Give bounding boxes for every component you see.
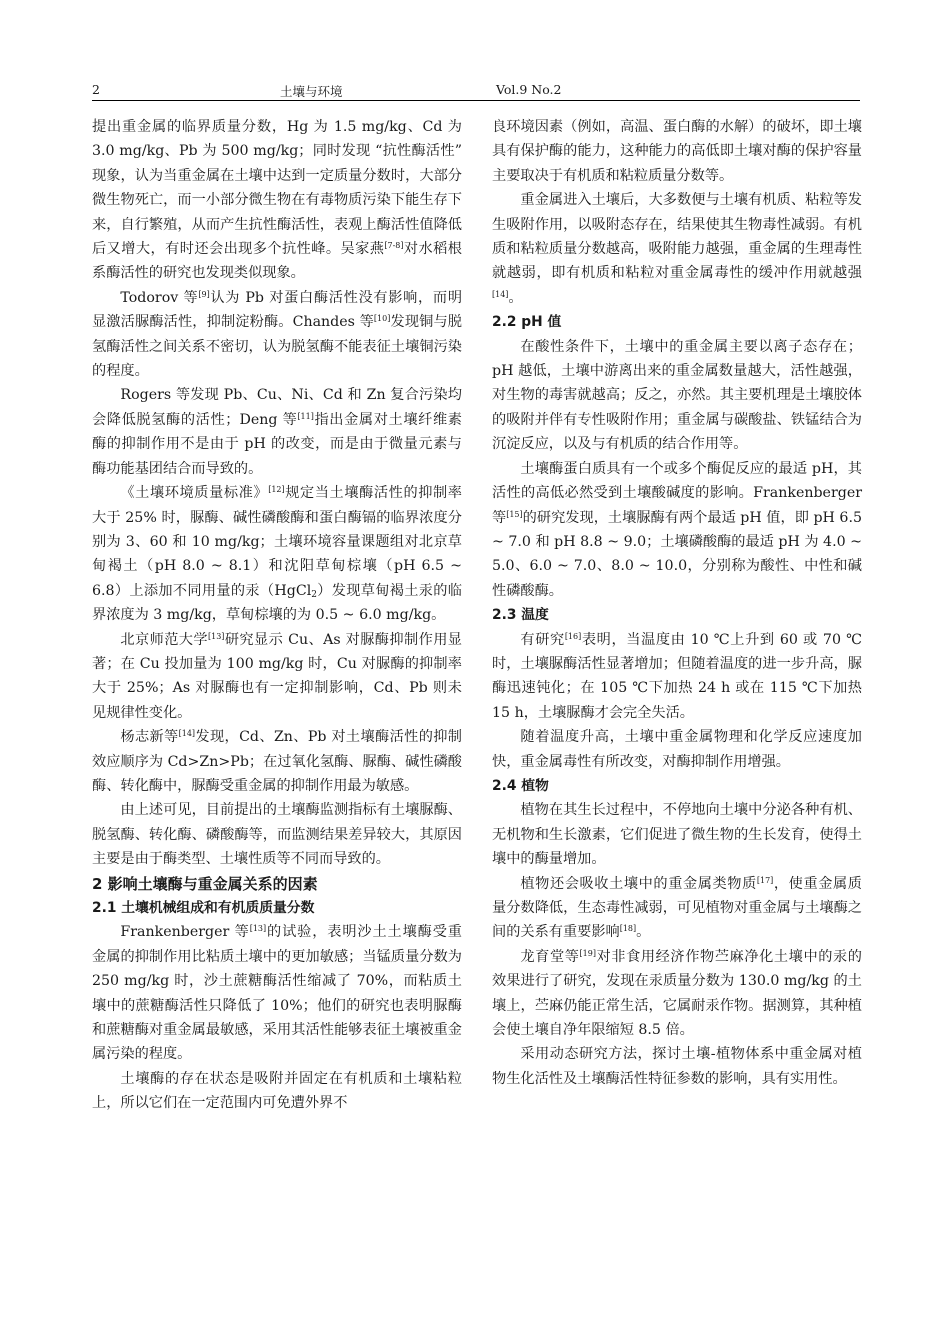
citation: [17]	[756, 875, 774, 885]
paragraph: 有研究[16]表明，当温度由 10 ℃上升到 60 或 70 ℃时，土壤脲酶活性显著增加；但随着温度的进一步升高，脲酶迅速钝化；在 105 ℃下加热 24 h 或在 115 ℃下加热 15 h，土壤脲酶才会完全失活。	[492, 631, 862, 721]
paragraph: 提出重金属的临界质量分数，Hg 为 1.5 mg/kg、Cd 为 3.0 mg/kg、Pb 为 500 mg/kg；同时发现 “抗性酶活性” 现象，认为当重金属在土壤中达到一定质量分数时，大部分微生物死亡，而一小部分微生物在有毒物质污染下能生存下来，自行繁殖，从而产生抗性酶活性，表观上酶活性值降低后又增大，有时还会出现多个抗性峰。吴家燕[7-8]对水稻根系酶活性的研究也发现类似现象。	[92, 119, 462, 282]
journal-title: 土壤与环境	[280, 84, 343, 99]
paragraph: 在酸性条件下，土壤中的重金属主要以离子态存在；pH 越低，土壤中游离出来的重金属数量越大，活性越强，对生物的毒害就越高；反之，亦然。其主要机理是土壤胶体的吸附并伴有专性吸附作用；重金属与碳酸盐、铁锰结合为沉淀反应，以及与有机质的结合作用等。	[492, 338, 862, 453]
citation: [10]	[373, 314, 391, 324]
citation: [16]	[564, 631, 582, 641]
paragraph: 随着温度升高，土壤中重金属物理和化学反应速度加快，重金属毒性有所改变，对酶抑制作用增强。	[492, 729, 862, 770]
paragraph: 土壤酶蛋白质具有一个或多个酶促反应的最适 pH，其活性的高低必然受到土壤酸碱度的影响。Frankenberger 等[15]的研究发现，土壤脲酶有两个最适 pH 值，即 pH 6.5 ~ 7.0 和 pH 8.8 ~ 9.0；土壤磷酸酶的最适 pH 为 4.0 ~ 5.0、6.0 ~ 7.0、8.0 ~ 10.0，分别称为酸性、中性和碱性磷酸酶。	[492, 460, 862, 599]
paragraph: 良环境因素（例如，高温、蛋白酶的水解）的破坏，即土壤具有保护酶的能力，这种能力的高低即土壤对酶的保护容量主要取决于有机质和粘粒质量分数等。	[492, 119, 862, 184]
paragraph: Frankenberger 等[13]的试验，表明沙土土壤酶受重金属的抑制作用比粘质土壤中的更加敏感；当锰质量分数为 250 mg/kg 时，沙土蔗糖酶活性缩减了 70%，而粘质土壤中的蔗糖酶活性只降低了 10%；他们的研究也表明脲酶和蔗糖酶对重金属最敏感，采用其活性能够表征土壤被重金属污染的程度。	[92, 924, 462, 1063]
citation: [7-8]	[384, 241, 404, 251]
paragraph: 龙育堂等[19]对非食用经济作物苎麻净化土壤中的汞的效果进行了研究，发现在汞质量分数为 130.0 mg/kg 的土壤上，苎麻仍能正常生活，它属耐汞作物。据测算，其种植会使土壤自净年限缩短 8.5 倍。	[492, 948, 862, 1039]
citation: [18]	[619, 924, 637, 934]
paragraph: 《土壤环境质量标准》[12]规定当土壤酶活性的抑制率大于 25% 时，脲酶、碱性磷酸酶和蛋白酶镉的临界浓度分别为 3、60 和 10 mg/kg；土壤环境容量课题组对北京草甸褐土（pH 8.0 ~ 8.1）和沈阳草甸棕壤（pH 6.5 ~ 6.8）上添加不同用量的汞（HgCl$_2$）发现草甸褐土汞的临界浓度为 3 mg/kg，草甸棕壤的为 0.5 ~ 6.0 mg/kg。	[92, 485, 462, 624]
citation: [14]	[178, 729, 196, 739]
citation: [9]	[198, 289, 210, 299]
subsection-heading: 2.2 pH 值	[492, 314, 562, 331]
paragraph: 北京师范大学[13]研究显示 Cu、As 对脲酶抑制作用显著；在 Cu 投加量为 100 mg/kg 时，Cu 对脲酶的抑制率大于 25%；As 对脲酶也有一定抑制影响，Cd、Pb 则未见规律性变化。	[92, 631, 462, 721]
paragraph: Rogers 等发现 Pb、Cu、Ni、Cd 和 Zn 复合污染均会降低脱氢酶的活性；Deng 等[11]指出金属对土壤纤维素酶的抑制作用不是由于 pH 的改变，而是由于微量元素与酶功能基团结合而导致的。	[92, 387, 462, 477]
citation: [19]	[579, 948, 596, 958]
paragraph: 土壤酶的存在状态是吸附并固定在有机质和土壤粘粒上，所以它们在一定范围内可免遭外界不	[92, 1070, 462, 1112]
paragraph: Todorov 等[9]认为 Pb 对蛋白酶活性没有影响，而明显激活脲酶活性，抑制淀粉酶。Chandes 等[10]发现铜与脱氢酶活性之间关系不密切，认为脱氢酶不能表征土壤铜污染的程度。	[92, 289, 463, 380]
subsection-heading: 2.4 植物	[492, 777, 549, 794]
right-column	[492, 115, 862, 1091]
volume-issue: Vol.9 No.2	[496, 82, 562, 97]
subsection-heading: 2.3 温度	[492, 607, 549, 624]
paragraph: 植物还会吸收土壤中的重金属类物质[17]，使重金属质量分数降低，生态毒性减弱，可见植物对重金属与土壤酶之间的关系有重要影响[18]。	[492, 875, 862, 941]
paragraph: 杨志新等[14]发现，Cd、Zn、Pb 对土壤酶活性的抑制效应顺序为 Cd>Zn>Pb；在过氧化氢酶、脲酶、碱性磷酸酶、转化酶中，脲酶受重金属的抑制作用最为敏感。	[92, 729, 462, 794]
citation: [13]	[249, 924, 267, 934]
paragraph: 采用动态研究方法，探讨土壤-植物体系中重金属对植物生化活性及土壤酶活性特征参数的影响，具有实用性。	[492, 1046, 862, 1087]
paragraph: 植物在其生长过程中，不停地向土壤中分泌各种有机、无机物和生长激素，它们促进了微生物的生长发育，使得土壤中的酶量增加。	[492, 802, 862, 868]
citation: [11]	[297, 411, 314, 421]
citation: [12]	[268, 485, 285, 495]
citation: [13]	[208, 631, 225, 641]
section-heading: 2 影响土壤酶与重金属关系的因素	[92, 874, 318, 893]
running-header	[92, 80, 860, 101]
page-number: 2	[92, 82, 100, 97]
paragraph: 由上述可见，目前提出的土壤酶监测指标有土壤脲酶、脱氢酶、转化酶、磷酸酶等，而监测结果差异较大，其原因主要是由于酶类型、土壤性质等不同而导致的。	[92, 802, 462, 868]
paragraph: 重金属进入土壤后，大多数便与土壤有机质、粘粒等发生吸附作用，以吸附态存在，结果使其生物毒性减弱。有机质和粘粒质量分数越高，吸附能力越强，重金属的生理毒性就越弱，即有机质和粘粒对重金属毒性的缓冲作用就越强[14]。	[492, 192, 862, 306]
subsection-heading: 2.1 土壤机械组成和有机质质量分数	[92, 900, 315, 916]
left-column	[92, 115, 462, 1116]
citation: [15]	[506, 509, 523, 519]
citation: [14]	[492, 289, 509, 299]
